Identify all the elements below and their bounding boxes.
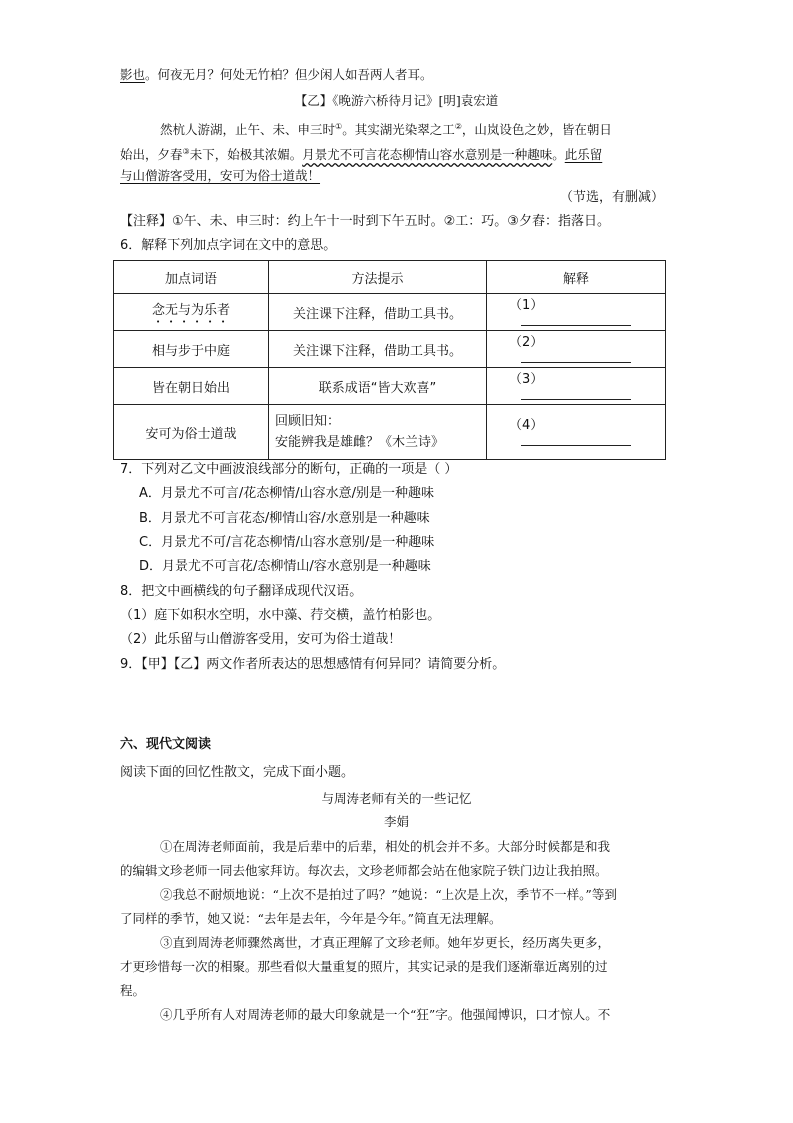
header-cell: 解释: [487, 261, 666, 294]
yi-text: ，山岚设色之妙，皆在朝日: [461, 122, 612, 138]
note-mark: ②: [454, 122, 462, 131]
answer-blank[interactable]: [521, 350, 631, 363]
q6-stem: 6．解释下列加点字词在文中的意思。: [120, 238, 337, 253]
q7-stem: 7．下列对乙文中画波浪线部分的断句，正确的一项是（ ）: [120, 462, 458, 477]
section-intro: 阅读下面的回忆性散文，完成下面小题。: [120, 765, 355, 780]
q8-item-1: （1）庭下如积水空明，水中藻、荇交横，盖竹柏影也。: [120, 608, 441, 623]
answer-cell: （2）: [487, 331, 666, 368]
yi-para-line-3: [120, 167, 320, 185]
yi-text: 。: [552, 147, 565, 163]
essay-line: ③直到周涛老师骤然离世，才真正理解了文珍老师。她年岁更长，经历离失更多，: [160, 935, 611, 950]
q7-option-b[interactable]: B．月景尤不可言花态/柳情山容/水意别是一种趣味: [139, 511, 430, 526]
note-mark: ③: [182, 147, 190, 156]
note-mark: ①: [335, 122, 343, 131]
answer-blank[interactable]: [521, 313, 631, 326]
section-heading: 六、现代文阅读: [120, 737, 212, 752]
table-header-row: [114, 261, 666, 294]
yi-text: 始出，夕春: [120, 147, 183, 163]
answer-cell: （3）: [487, 368, 666, 405]
essay-line: ①在周涛老师面前，我是后辈中的后辈，相处的机会并不多。大部分时候都是和我: [160, 839, 611, 854]
answer-cell: （1）: [487, 294, 666, 331]
word-cell: 皆在朝日始出: [114, 368, 269, 405]
q7-option-a[interactable]: A．月景尤不可言/花态柳情/山容水意/别是一种趣味: [139, 486, 435, 501]
wavy-underlined-sentence: 月景尤不可言花态柳情山容水意别是一种趣味: [302, 147, 553, 163]
essay-line: 了同样的季节，她又说：“去年是去年，今年是今年。”简直无法理解。: [120, 911, 502, 926]
answer-blank[interactable]: [521, 387, 631, 400]
header-cell: 加点词语: [114, 261, 269, 294]
header-cell: 方法提示: [269, 261, 487, 294]
top-line-underlined: 影也: [120, 67, 146, 82]
hint-cell: 关注课下注释，借助工具书。: [269, 331, 487, 368]
yi-text: 。其实湖光染翠之工: [342, 122, 455, 138]
yi-notes: 【注释】①午、未、申三时：约上午十一时到下午五时。②工：巧。③夕舂：指落日。: [120, 214, 610, 229]
underlined-sentence: 此乐留: [564, 147, 603, 163]
q6-table: [113, 260, 666, 460]
word-cell: 相与步于中庭: [114, 331, 269, 368]
yi-title: 【乙】《晚游六桥待月记》[明]袁宏道: [294, 93, 499, 108]
hint-cell: 联系成语“皆大欢喜”: [269, 368, 487, 405]
hint-cell: 回顾旧知： 安能辨我是雄雌？《木兰诗》: [269, 405, 487, 460]
word-cell: 安可为俗士道哉: [114, 405, 269, 460]
essay-author: 李娟: [383, 814, 409, 829]
q8-item-2: （2）此乐留与山僧游客受用，安可为俗士道哉！: [120, 632, 402, 647]
yi-text: 未下，始极其浓媚。: [189, 147, 303, 163]
q7-option-c[interactable]: C．月景尤不可/言花态柳情/山容水意别/是一种趣味: [139, 535, 435, 550]
essay-line: 才更珍惜每一次的相聚。那些看似大量重复的照片，其实记录的是我们逐渐靠近离别的过: [120, 959, 608, 974]
yi-source: （节选，有删减）: [559, 190, 664, 205]
table-row: [114, 331, 666, 368]
table-row: [114, 368, 666, 405]
hint-cell: 关注课下注释，借助工具书。: [269, 294, 487, 331]
essay-title: 与周涛老师有关的一些记忆: [321, 791, 472, 806]
q7-option-d[interactable]: D．月景尤不可言花/态柳情山/容水意别是一种趣味: [139, 559, 431, 574]
essay-line: ④几乎所有人对周涛老师的最大印象就是一个“狂”字。他强闻博识，口才惊人。不: [160, 1007, 611, 1022]
answer-blank[interactable]: [521, 433, 631, 446]
top-line-rest: 。何夜无月？何处无竹柏？但少闲人如吾两人者耳。: [145, 67, 433, 82]
essay-line: ②我总不耐烦地说：“上次不是拍过了吗？”她说：“上次是上次，季节不一样。”等到: [160, 887, 617, 902]
word-cell: 念无与为乐者: [114, 294, 269, 331]
essay-line: 的编辑文珍老师一同去他家拜访。每次去，文珍老师都会站在他家院子铁门边让我拍照。: [120, 863, 608, 878]
table-row: [114, 294, 666, 331]
yi-text: 然杭人游湖，止午、未、申三时: [160, 122, 336, 138]
q8-stem: 8．把文中画横线的句子翻译成现代汉语。: [120, 584, 363, 599]
q9-stem: 9．【甲】【乙】两文作者所表达的思想感情有何异同？请简要分析。: [120, 657, 506, 672]
table-row: [114, 405, 666, 460]
essay-line: 程。: [120, 983, 146, 998]
top-line: [120, 66, 433, 84]
underlined-sentence: 与山僧游客受用，安可为俗士道哉！: [120, 168, 321, 183]
yi-para-line-2: [120, 143, 602, 164]
yi-para-line-1: [160, 118, 612, 139]
answer-cell: （4）: [487, 405, 666, 460]
